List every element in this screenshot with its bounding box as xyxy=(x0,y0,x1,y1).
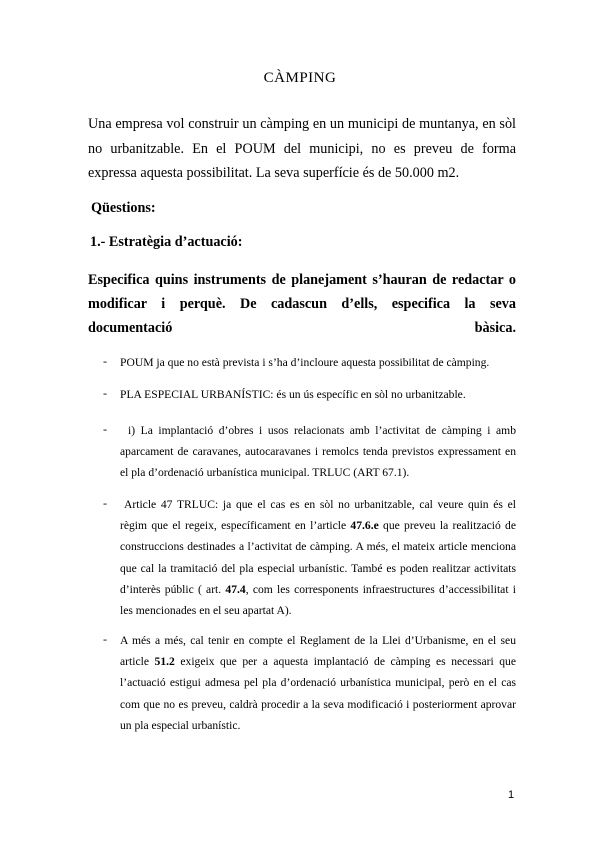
bullet-text: POUM ja que no està prevista i s’ha d’incloure aquesta possibilitat de càmping. xyxy=(120,356,490,369)
task-statement: Especifica quins instruments de planejament s’hauran de redactar o modificar i perquè. De cadascun d’ells, especifica la seva documentació bàsica. xyxy=(88,272,516,336)
bullet-text: PLA ESPECIAL URBANÍSTIC: és un ús específic en sòl no urbanitzable. xyxy=(120,388,466,401)
bullet-text: i) La implantació d’obres i usos relacionats amb l’activitat de càmping i amb aparcament de caravanes, autocaravanes i remolcs tenda previstos expressament en el pla d’ordenació urbanística municipal. TRLUC (ART 67.1). xyxy=(120,424,516,480)
article-ref: 51.2 xyxy=(154,655,175,669)
article-ref: 47.6.e xyxy=(350,519,379,533)
bullet-dash: - xyxy=(103,496,107,510)
bullet-dash: - xyxy=(103,354,107,368)
section-title: 1.- Estratègia d’actuació: xyxy=(90,234,243,250)
page-number: 1 xyxy=(508,789,515,801)
bullet-text xyxy=(120,494,516,621)
bullet-dash: - xyxy=(103,386,107,400)
bullet-text-part: , com les corresponents infraestructures d’accessibilitat i les mencionades en el seu apartat A). xyxy=(120,582,516,618)
bullet-dash: - xyxy=(103,422,107,436)
document-title: CÀMPING xyxy=(263,70,337,86)
bullet-text-part: exigeix que per a aquesta implantació de càmping es necessari que l’actuació estigui admesa pel pla d’ordenació urbanística municipal, però en el cas com que no es preveu, caldrà procedir a la seva modificació i posteriorment aprovar un pla especial urbanístic. xyxy=(120,655,516,732)
bullet-text xyxy=(120,630,516,736)
bullet-text-part: que preveu la realització de construccions destinades a l’activitat de càmping. A més, el mateix article menciona que cal la tramitació del pla especial urbanístic. També es poden realitzar activitats d’interès públic ( art. xyxy=(120,519,516,596)
intro-paragraph: Una empresa vol construir un càmping en un municipi de muntanya, en sòl no urbanitzable. En el POUM del municipi, no es preveu de forma expressa aquesta possibilitat. La seva superfície és de 50.000 m2. xyxy=(88,116,516,181)
bullet-dash: - xyxy=(103,632,107,646)
bullet-text-part: Article 47 TRLUC: ja que el cas es en sòl no urbanitzable, cal veure quin és el règim que el regeix, específicament en l’article xyxy=(120,498,516,533)
article-ref: 47.4 xyxy=(225,582,246,596)
questions-heading: Qüestions: xyxy=(91,200,156,216)
bullet-text-part: A més a més, cal tenir en compte el Reglament de la Llei d’Urbanisme, en el seu article xyxy=(120,634,516,669)
